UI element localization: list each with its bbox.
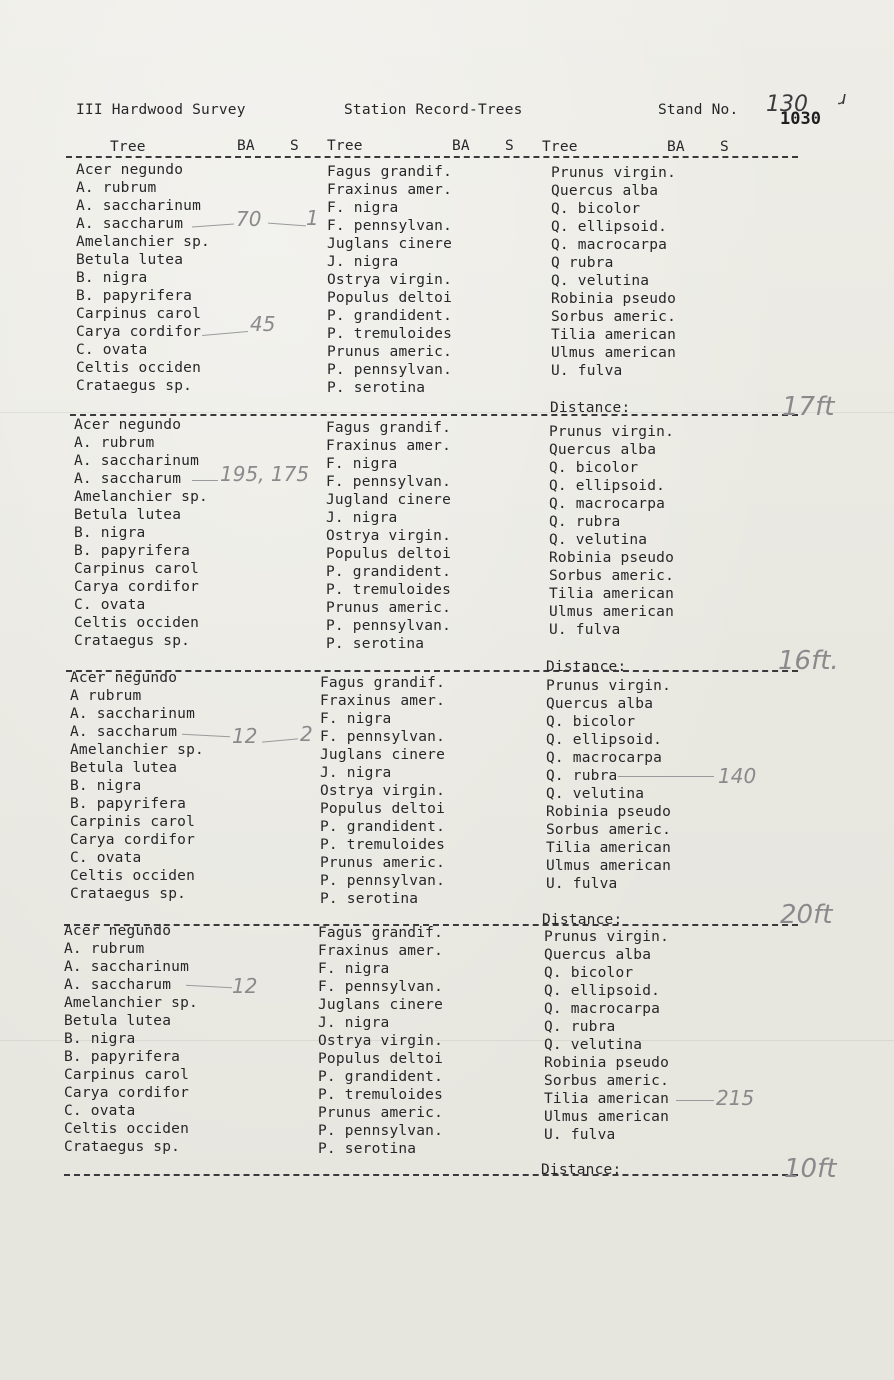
species-name: A. saccharinum [74,453,200,469]
species-name: F. nigra [320,711,392,727]
species-name: Q. velutina [546,786,645,802]
species-name: Amelanchier sp. [76,234,210,250]
species-name: Carpinus carol [74,561,200,577]
species-name: F. pennsylvan. [318,979,444,995]
species-name: Q. ellipsoid. [549,478,666,494]
col-header-ba: BA [237,138,255,154]
species-name: C. ovata [74,597,146,613]
species-name: B. papyrifera [70,796,187,812]
species-name: F. pennsylvan. [326,474,452,490]
species-name: Q rubra [551,255,614,271]
species-name: C. ovata [70,850,142,866]
species-name: Ostrya virgin. [320,783,446,799]
species-name: B. papyrifera [64,1049,181,1065]
species-name: C. ovata [76,342,148,358]
block-2-col-1 [74,416,208,650]
species-name: Amelanchier sp. [74,489,208,505]
col-header-tree: Tree [110,139,146,155]
species-name: F. nigra [327,200,399,216]
species-name: A. saccharinum [70,706,196,722]
species-name: Robinia pseudo [549,550,675,566]
distance-label: Distance: [542,912,623,928]
species-name: P. tremuloides [326,582,452,598]
species-name: B. nigra [64,1031,136,1047]
species-name: P. tremuloides [327,326,453,342]
species-name: Q. velutina [551,273,650,289]
species-name: A. saccharum [76,216,184,232]
distance-value: 17ft [782,392,835,422]
species-name: P. tremuloides [318,1087,444,1103]
species-name: Prunus americ. [320,855,446,871]
species-name: Fraxinus amer. [327,182,453,198]
species-name: B. nigra [74,525,146,541]
species-name: Q. velutina [544,1037,643,1053]
species-name: Prunus americ. [318,1105,444,1121]
species-name: Q. ellipsoid. [546,732,663,748]
species-name: Fraxinus amer. [318,943,444,959]
block-2-col-3 [549,423,674,639]
col-header-ba: BA [452,138,470,154]
species-name: Fagus grandif. [320,675,446,691]
species-name: F. pennsylvan. [327,218,453,234]
annotation-leader-line [192,480,218,481]
species-name: Q. bicolor [549,460,639,476]
species-name: C. ovata [64,1103,136,1119]
ba-annotation: 70 [236,207,262,231]
species-name: Carya cordifor [64,1085,190,1101]
species-name: Juglans cinere [318,997,444,1013]
species-name: Carya cordifor [76,324,202,340]
species-name: Ulmus american [546,858,672,874]
stand-number-stamped: 1030 [780,109,821,129]
species-name: Celtis occiden [64,1121,190,1137]
species-name: Carya cordifor [70,832,196,848]
s-annotation: 2 [300,722,313,746]
species-name: Prunus americ. [327,344,453,360]
species-name: Q. rubra [544,1019,616,1035]
species-name: Carpinis carol [70,814,196,830]
species-name: Populus deltoi [327,290,453,306]
annotation-leader-line [262,738,298,742]
species-name: P. grandident. [320,819,446,835]
distance-value: 10ft [784,1154,837,1184]
species-name: B. nigra [76,270,148,286]
species-name: P. serotina [326,636,425,652]
species-name: Prunus virgin. [544,929,670,945]
col-header-tree: Tree [327,138,363,154]
col-header-s: S [505,138,514,154]
species-name: Tilia american [551,327,677,343]
annotation-leader-line [268,223,306,227]
species-name: Q. bicolor [544,965,634,981]
species-name: Robinia pseudo [551,291,677,307]
survey-title: III Hardwood Survey [76,102,246,118]
species-name: Ostrya virgin. [318,1033,444,1049]
species-name: Quercus alba [546,696,654,712]
species-name: Ulmus american [549,604,675,620]
species-name: P. grandident. [327,308,453,324]
block-4-col-2 [318,924,443,1158]
species-name: Q. velutina [549,532,648,548]
species-name: B. nigra [70,778,142,794]
block-2-col-2 [326,419,451,653]
species-name: Acer negundo [64,923,172,939]
species-name: Celtis occiden [74,615,200,631]
stand-label: Stand No. [658,102,739,118]
species-name: Betula lutea [64,1013,172,1029]
species-name: Crataegus sp. [70,886,187,902]
s-annotation: 1 [306,206,319,230]
species-name: Populus deltoi [320,801,446,817]
species-name: Sorbus americ. [551,309,677,325]
species-name: A. saccharum [64,977,172,993]
col-header-tree: Tree [542,139,578,155]
species-name: U. fulva [544,1127,616,1143]
species-name: Q. rubra [549,514,621,530]
species-name: P. serotina [318,1141,417,1157]
annotation-leader-line [618,776,714,777]
distance-value: 20ft [780,900,833,930]
species-name: P. pennsylvan. [326,618,452,634]
species-name: Acer negundo [74,417,182,433]
species-name: Ostrya virgin. [326,528,452,544]
stand-check-mark: ɹ [838,88,847,109]
species-name: A. saccharinum [76,198,202,214]
species-name: P. serotina [320,891,419,907]
species-name: A. saccharum [70,724,178,740]
ba-annotation: 12 [232,724,258,748]
species-name: U. fulva [549,622,621,638]
ba-annotation: 45 [250,312,276,336]
species-name: Tilia american [549,586,675,602]
species-name: Sorbus americ. [549,568,675,584]
species-name: Ostrya virgin. [327,272,453,288]
species-name: Q. macrocarpa [549,496,666,512]
ba-annotation: 215 [716,1086,755,1110]
block-1-col-3 [551,164,676,380]
col-header-ba: BA [667,139,685,155]
col-header-s: S [290,138,299,154]
species-name: P. serotina [327,380,426,396]
ba-annotation: 140 [718,764,757,788]
species-name: F. pennsylvan. [320,729,446,745]
distance-label: Distance: [546,659,627,675]
species-name: Juglans cinere [320,747,446,763]
species-name: U. fulva [551,363,623,379]
species-name: Fagus grandif. [318,925,444,941]
species-name: J. nigra [327,254,399,270]
block-1-col-1 [76,161,210,395]
col-header-s: S [720,139,729,155]
species-name: Amelanchier sp. [70,742,204,758]
species-name: P. pennsylvan. [320,873,446,889]
species-name: Carpinus carol [64,1067,190,1083]
species-name: Populus deltoi [318,1051,444,1067]
species-name: F. nigra [326,456,398,472]
annotation-leader-line [676,1100,714,1101]
species-name: F. nigra [318,961,390,977]
species-name: Fraxinus amer. [320,693,446,709]
species-name: Acer negundo [76,162,184,178]
species-name: Robinia pseudo [546,804,672,820]
species-name: Crataegus sp. [74,633,191,649]
species-name: P. tremuloides [320,837,446,853]
species-name: A rubrum [70,688,142,704]
species-name: U. fulva [546,876,618,892]
species-name: Acer negundo [70,670,178,686]
species-name: Tilia american [546,840,672,856]
block-3-col-2 [320,674,445,908]
species-name: P. pennsylvan. [318,1123,444,1139]
species-name: Betula lutea [74,507,182,523]
species-name: Q. macrocarpa [551,237,668,253]
species-name: J. nigra [320,765,392,781]
distance-value: 16ft. [778,646,839,676]
species-name: Populus deltoi [326,546,452,562]
stand-number-handwritten: 130 [766,92,808,117]
species-name: Carya cordifor [74,579,200,595]
block-3-col-1 [70,669,204,903]
record-title: Station Record-Trees [344,102,523,118]
ba-annotation: 12 [232,974,258,998]
species-name: Fraxinus amer. [326,438,452,454]
species-name: A. rubrum [74,435,155,451]
species-name: Celtis occiden [76,360,202,376]
species-name: Fagus grandif. [326,420,452,436]
dashed-separator [66,156,798,158]
species-name: Amelanchier sp. [64,995,198,1011]
species-name: Prunus virgin. [549,424,675,440]
species-name: Quercus alba [544,947,652,963]
species-name: Quercus alba [549,442,657,458]
paper-fold [0,412,894,413]
species-name: Crataegus sp. [76,378,193,394]
species-name: Q. bicolor [546,714,636,730]
species-name: Q. ellipsoid. [551,219,668,235]
species-name: Q. rubra [546,768,618,784]
species-name: Juglans cinere [327,236,453,252]
species-name: P. pennsylvan. [327,362,453,378]
species-name: Robinia pseudo [544,1055,670,1071]
distance-label: Distance: [541,1162,622,1178]
species-name: Prunus americ. [326,600,452,616]
species-name: Tilia american [544,1091,670,1107]
species-name: J. nigra [318,1015,390,1031]
species-name: Ulmus american [544,1109,670,1125]
block-4-col-1 [64,922,198,1156]
species-name: J. nigra [326,510,398,526]
species-name: Prunus virgin. [551,165,677,181]
block-1-col-2 [327,163,452,397]
species-name: A. rubrum [76,180,157,196]
species-name: Sorbus americ. [546,822,672,838]
species-name: Fagus grandif. [327,164,453,180]
species-name: B. papyrifera [74,543,191,559]
species-name: Q. ellipsoid. [544,983,661,999]
species-name: Betula lutea [76,252,184,268]
species-name: Sorbus americ. [544,1073,670,1089]
species-name: A. rubrum [64,941,145,957]
dashed-separator [64,1174,798,1176]
species-name: P. grandident. [326,564,452,580]
species-name: A. saccharum [74,471,182,487]
species-name: Jugland cinere [326,492,452,508]
species-name: B. papyrifera [76,288,193,304]
species-name: Quercus alba [551,183,659,199]
species-name: Celtis occiden [70,868,196,884]
species-name: Betula lutea [70,760,178,776]
distance-label: Distance: [550,400,631,416]
species-name: Prunus virgin. [546,678,672,694]
block-4-col-3 [544,928,669,1144]
species-name: A. saccharinum [64,959,190,975]
species-name: Q. macrocarpa [544,1001,661,1017]
species-name: Q. bicolor [551,201,641,217]
species-name: Crataegus sp. [64,1139,181,1155]
ba-annotation: 195, 175 [220,462,310,486]
species-name: Carpinus carol [76,306,202,322]
species-name: Q. macrocarpa [546,750,663,766]
species-name: Ulmus american [551,345,677,361]
species-name: P. grandident. [318,1069,444,1085]
block-3-col-3 [546,677,671,893]
